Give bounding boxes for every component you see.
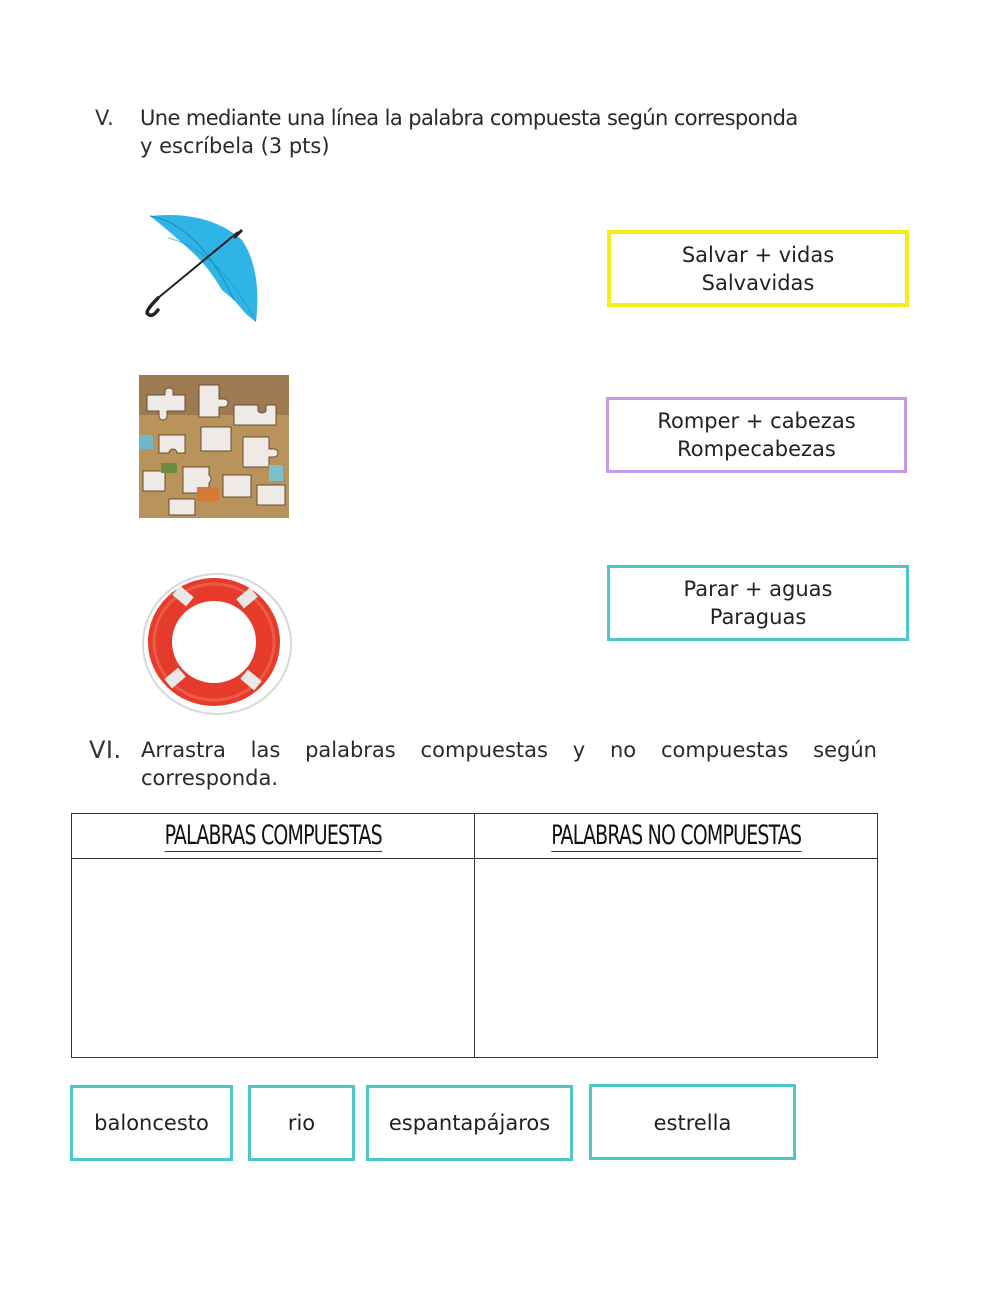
chip-label: baloncesto: [94, 1111, 209, 1135]
instruction-word: palabras: [305, 738, 396, 762]
puzzle-pieces-image: [139, 375, 289, 518]
section-5-instruction-line-1: Une mediante una línea la palabra compuesta según corresponda: [140, 106, 798, 130]
answer-formula: Salvar + vidas: [681, 242, 835, 267]
instruction-word: compuestas: [660, 738, 789, 762]
answer-word: Rompecabezas: [677, 437, 836, 461]
header-compound-words-label: PALABRAS COMPUESTAS: [164, 820, 382, 851]
chip-espantapajaros[interactable]: [366, 1085, 573, 1161]
answer-box-salvavidas[interactable]: [607, 230, 909, 307]
drop-zone-non-compound-words[interactable]: [475, 859, 877, 1057]
sorting-table: [71, 813, 878, 1058]
drop-zone-compound-words[interactable]: [72, 859, 475, 1057]
section-6-instruction: [141, 736, 877, 792]
section-5-number: V.: [95, 106, 115, 130]
answer-box-paraguas[interactable]: [607, 565, 909, 641]
chip-label: estrella: [653, 1111, 732, 1135]
section-5-instruction-line-2: y escríbela (3 pts): [140, 134, 330, 158]
lifebuoy-image: [138, 570, 298, 720]
section-6-instruction-line-1: [141, 736, 877, 764]
answer-word: Paraguas: [709, 605, 807, 629]
instruction-word: según: [813, 738, 877, 762]
instruction-word: Arrastra: [141, 738, 226, 762]
section-5-instruction: [140, 104, 900, 160]
instruction-word: y: [572, 738, 586, 762]
section-6-number: VI.: [89, 736, 122, 764]
chip-rio[interactable]: [248, 1085, 355, 1161]
chip-baloncesto[interactable]: [70, 1085, 233, 1161]
answer-box-rompecabezas[interactable]: [606, 397, 907, 473]
chip-label: rio: [287, 1111, 316, 1135]
header-non-compound-words-label: PALABRAS NO COMPUESTAS: [551, 820, 801, 851]
umbrella-image: [138, 210, 263, 325]
chip-estrella[interactable]: [589, 1084, 796, 1160]
answer-formula: Parar + aguas: [683, 577, 833, 601]
header-compound-words: [72, 814, 475, 859]
section-6-instruction-line-2: corresponda.: [141, 766, 279, 790]
instruction-word: las: [250, 738, 281, 762]
answer-formula: Romper + cabezas: [657, 409, 856, 433]
instruction-word: no: [609, 738, 637, 762]
answer-word: Salvavidas: [701, 270, 815, 295]
chip-label: espantapájaros: [388, 1111, 551, 1135]
instruction-word: compuestas: [420, 738, 548, 762]
header-non-compound-words: [475, 814, 877, 859]
